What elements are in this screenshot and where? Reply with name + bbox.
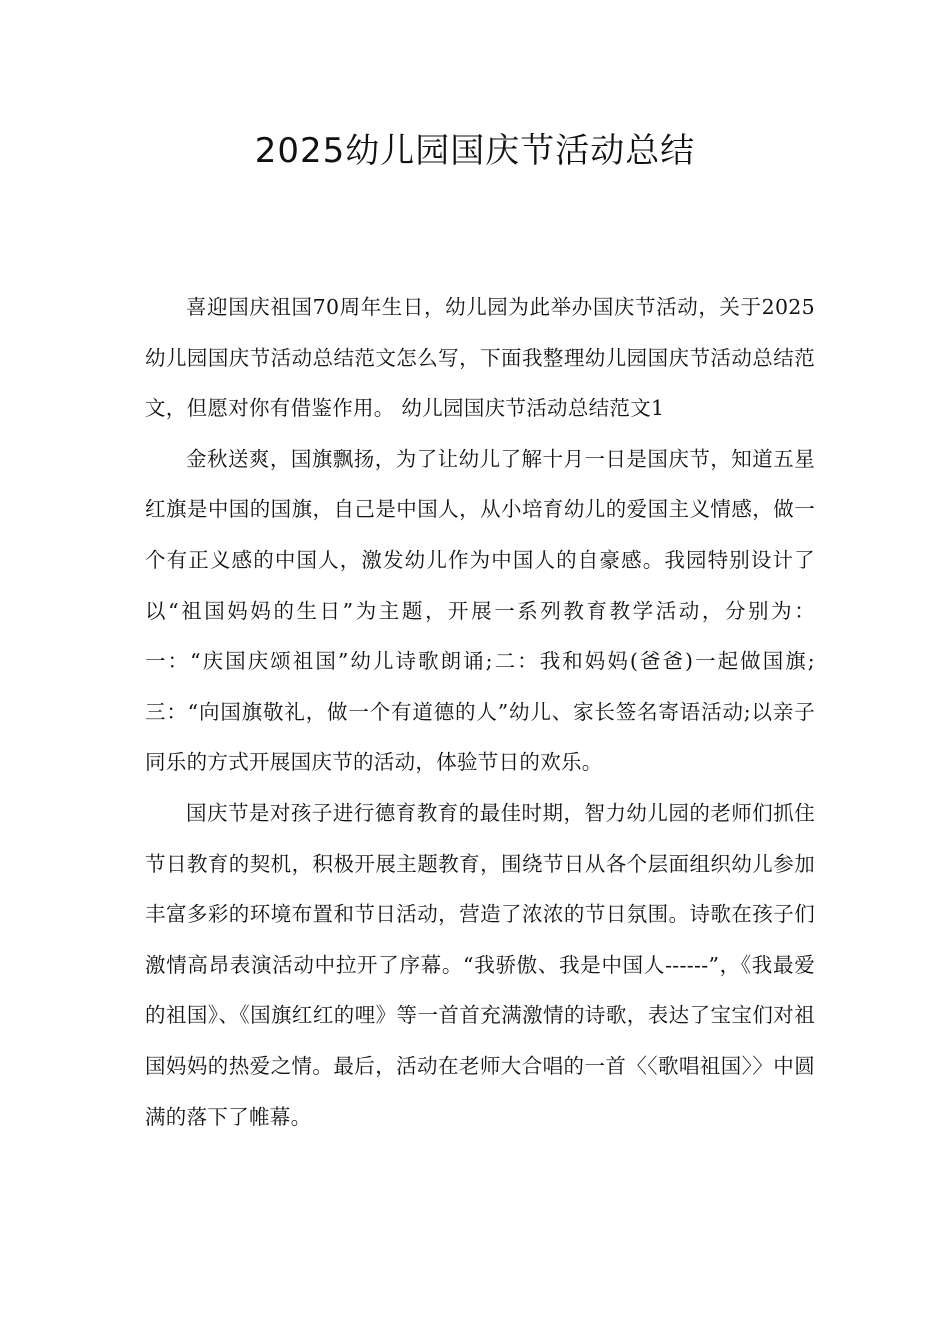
- document-title: 2025幼儿园国庆节活动总结: [254, 131, 696, 171]
- document-body: [145, 282, 815, 1142]
- paragraph-moral-education: 国庆节是对孩子进行德育教育的最佳时期，智力幼儿园的老师们抓住节日教育的契机，积极开展主题教育，围绕节日从各个层面组织幼儿参加丰富多彩的环境布置和节日活动，营造了浓浓的节日氛围。诗歌在孩子们激情高昂表演活动中拉开了序幕。“我骄傲、我是中国人------”，《我最爱的祖国》、《国旗红红的哩》等一首首充满激情的诗歌，表达了宝宝们对祖国妈妈的热爱之情。最后，活动在老师大合唱的一首〈〈歌唱祖国〉〉中圆满的落下了帷幕。: [145, 800, 815, 1129]
- paragraph-activities: 金秋送爽，国旗飘扬，为了让幼儿了解十月一日是国庆节，知道五星红旗是中国的国旗，自己是中国人，从小培育幼儿的爱国主义情感，做一个有正义感的中国人，激发幼儿作为中国人的自豪感。我园特别设计了以“祖国妈妈的生日”为主题，开展一系列教育教学活动，分别为：一：“庆国庆颂祖国”幼儿诗歌朗诵;二：我和妈妈(爸爸)一起做国旗;三：“向国旗敬礼，做一个有道德的人”幼儿、家长签名寄语活动;以亲子同乐的方式开展国庆节的活动，体验节日的欢乐。: [145, 446, 815, 775]
- paragraph-intro: 喜迎国庆祖国70周年生日，幼儿园为此举办国庆节活动，关于2025幼儿园国庆节活动总结范文怎么写，下面我整理幼儿园国庆节活动总结范文，但愿对你有借鉴作用。 幼儿园国庆节活动总结范文1: [145, 295, 815, 421]
